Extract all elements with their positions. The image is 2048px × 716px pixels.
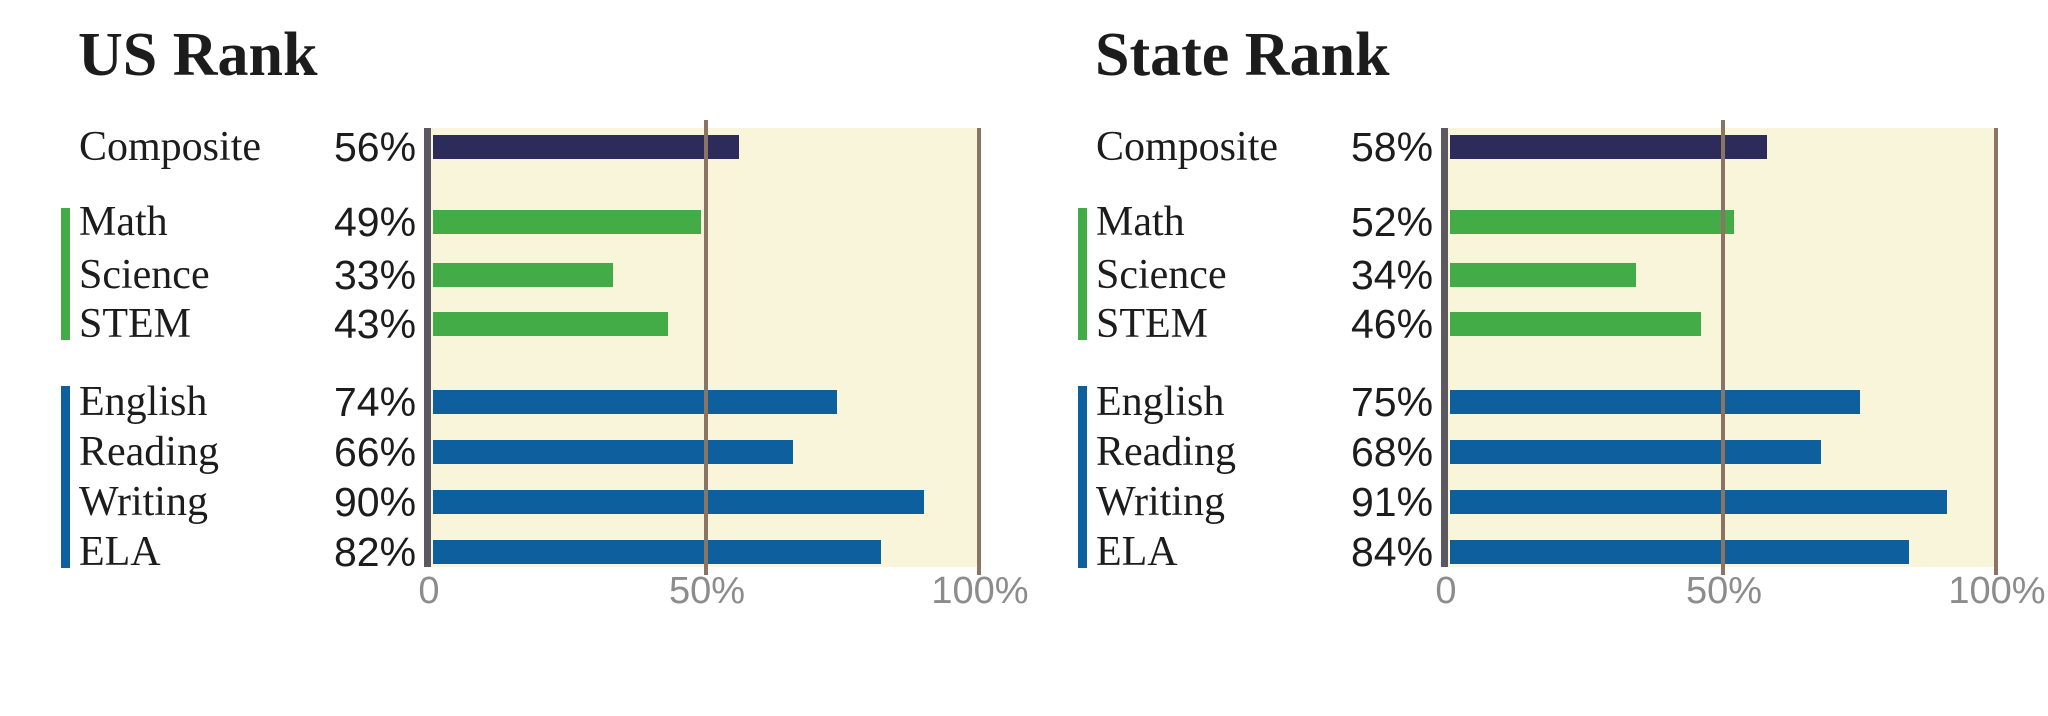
category-label-writing: Writing: [1096, 479, 1225, 525]
gridline-100: [977, 128, 981, 575]
bar-science: [433, 263, 613, 287]
value-label-math: 52%: [1351, 199, 1434, 245]
bar-composite: [1450, 135, 1767, 159]
gridline-50: [1721, 120, 1725, 575]
bar-reading: [433, 440, 793, 464]
x-tick-100pct: 100%: [931, 570, 1029, 612]
value-label-composite: 58%: [1351, 124, 1434, 170]
stem-group-accent-bar: [1078, 208, 1087, 340]
category-label-english: English: [1096, 379, 1225, 425]
bar-english: [1450, 390, 1860, 414]
x-tick-50pct: 50%: [668, 570, 746, 612]
bar-writing: [433, 490, 924, 514]
value-label-reading: 66%: [334, 429, 417, 475]
category-label-english: English: [79, 379, 208, 425]
gridline-50: [704, 120, 708, 575]
x-tick-0: 0: [1435, 570, 1457, 612]
chart-title-us-rank: US Rank: [78, 21, 318, 89]
x-tick-100pct: 100%: [1948, 570, 2046, 612]
x-tick-50pct: 50%: [1685, 570, 1763, 612]
category-label-ela: ELA: [79, 529, 161, 575]
ela-group-accent-bar: [61, 386, 70, 568]
bar-composite: [433, 135, 739, 159]
bar-stem: [433, 312, 668, 336]
category-label-math: Math: [1096, 199, 1185, 245]
bar-math: [433, 210, 701, 234]
bar-english: [433, 390, 837, 414]
category-label-writing: Writing: [79, 479, 208, 525]
value-label-science: 34%: [1351, 252, 1434, 298]
value-label-stem: 46%: [1351, 301, 1434, 347]
stem-group-accent-bar: [61, 208, 70, 340]
value-label-writing: 90%: [334, 479, 417, 525]
category-label-math: Math: [79, 199, 168, 245]
chart-title-state-rank: State Rank: [1095, 21, 1390, 89]
value-label-english: 75%: [1351, 379, 1434, 425]
state-rank-chart: [1017, 0, 2048, 716]
category-label-science: Science: [79, 252, 210, 298]
value-label-reading: 68%: [1351, 429, 1434, 475]
category-label-science: Science: [1096, 252, 1227, 298]
value-label-writing: 91%: [1351, 479, 1434, 525]
bar-science: [1450, 263, 1636, 287]
value-label-english: 74%: [334, 379, 417, 425]
category-label-composite: Composite: [1096, 124, 1279, 170]
value-label-ela: 84%: [1351, 529, 1434, 575]
y-axis-line: [1441, 128, 1448, 567]
value-label-stem: 43%: [334, 301, 417, 347]
y-axis-line: [424, 128, 431, 567]
value-label-math: 49%: [334, 199, 417, 245]
gridline-100: [1994, 128, 1998, 575]
bar-writing: [1450, 490, 1947, 514]
value-label-science: 33%: [334, 252, 417, 298]
category-label-composite: Composite: [79, 124, 262, 170]
bar-math: [1450, 210, 1734, 234]
value-label-ela: 82%: [334, 529, 417, 575]
value-label-composite: 56%: [334, 124, 417, 170]
category-label-stem: STEM: [79, 301, 192, 347]
category-label-stem: STEM: [1096, 301, 1209, 347]
bar-reading: [1450, 440, 1821, 464]
category-label-ela: ELA: [1096, 529, 1178, 575]
bar-ela: [433, 540, 881, 564]
category-label-reading: Reading: [1096, 429, 1236, 475]
x-tick-0: 0: [418, 570, 440, 612]
category-label-reading: Reading: [79, 429, 219, 475]
ela-group-accent-bar: [1078, 386, 1087, 568]
bar-ela: [1450, 540, 1909, 564]
bar-stem: [1450, 312, 1701, 336]
